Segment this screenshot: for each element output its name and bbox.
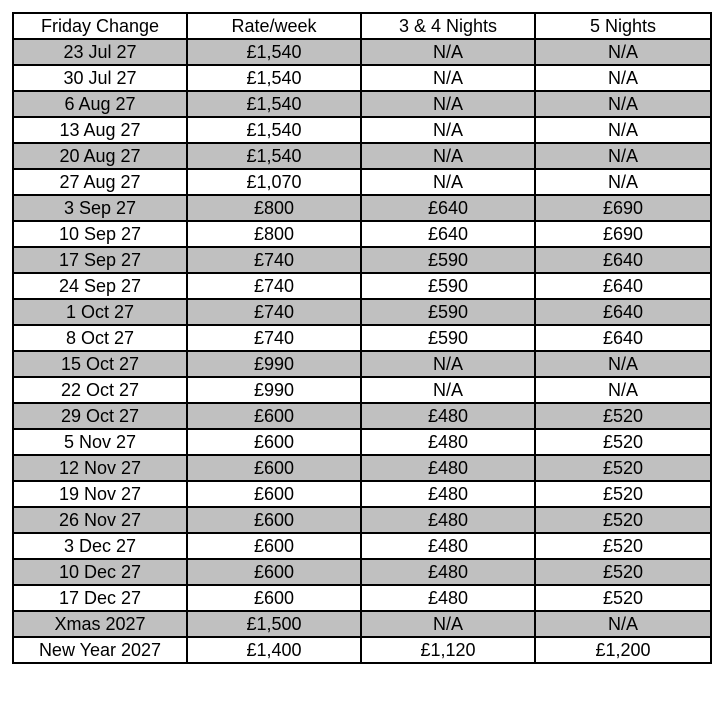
- cell-5-nights: £520: [535, 481, 711, 507]
- cell-3-4-nights: £480: [361, 429, 535, 455]
- cell-rate-week: £600: [187, 481, 361, 507]
- table-row: [13, 195, 711, 221]
- header-friday-change: Friday Change: [13, 13, 187, 39]
- cell-friday-change: 12 Nov 27: [13, 455, 187, 481]
- cell-5-nights: N/A: [535, 39, 711, 65]
- cell-friday-change: 20 Aug 27: [13, 143, 187, 169]
- cell-3-4-nights: N/A: [361, 65, 535, 91]
- cell-5-nights: N/A: [535, 91, 711, 117]
- table-row: [13, 559, 711, 585]
- cell-rate-week: £800: [187, 221, 361, 247]
- cell-3-4-nights: N/A: [361, 39, 535, 65]
- table-header: [13, 13, 711, 39]
- cell-5-nights: £690: [535, 221, 711, 247]
- cell-3-4-nights: N/A: [361, 351, 535, 377]
- cell-5-nights: £520: [535, 403, 711, 429]
- cell-5-nights: £520: [535, 429, 711, 455]
- cell-friday-change: 10 Sep 27: [13, 221, 187, 247]
- cell-rate-week: £800: [187, 195, 361, 221]
- cell-rate-week: £600: [187, 429, 361, 455]
- table-row: [13, 221, 711, 247]
- table-row: [13, 351, 711, 377]
- cell-friday-change: Xmas 2027: [13, 611, 187, 637]
- cell-5-nights: £640: [535, 273, 711, 299]
- cell-friday-change: 15 Oct 27: [13, 351, 187, 377]
- cell-friday-change: 17 Dec 27: [13, 585, 187, 611]
- cell-friday-change: 26 Nov 27: [13, 507, 187, 533]
- header-3-4-nights: 3 & 4 Nights: [361, 13, 535, 39]
- table-row: [13, 611, 711, 637]
- cell-rate-week: £1,540: [187, 143, 361, 169]
- table-row: [13, 39, 711, 65]
- table-row: [13, 65, 711, 91]
- cell-friday-change: 22 Oct 27: [13, 377, 187, 403]
- table-row: [13, 117, 711, 143]
- cell-rate-week: £990: [187, 377, 361, 403]
- cell-rate-week: £600: [187, 403, 361, 429]
- cell-rate-week: £1,070: [187, 169, 361, 195]
- cell-friday-change: 27 Aug 27: [13, 169, 187, 195]
- cell-friday-change: 3 Sep 27: [13, 195, 187, 221]
- cell-friday-change: 5 Nov 27: [13, 429, 187, 455]
- cell-rate-week: £600: [187, 559, 361, 585]
- cell-rate-week: £740: [187, 299, 361, 325]
- table-row: [13, 325, 711, 351]
- cell-5-nights: £640: [535, 325, 711, 351]
- cell-friday-change: 30 Jul 27: [13, 65, 187, 91]
- header-rate-week: Rate/week: [187, 13, 361, 39]
- cell-3-4-nights: N/A: [361, 91, 535, 117]
- cell-rate-week: £1,400: [187, 637, 361, 663]
- cell-friday-change: 6 Aug 27: [13, 91, 187, 117]
- cell-rate-week: £600: [187, 507, 361, 533]
- cell-rate-week: £600: [187, 585, 361, 611]
- cell-rate-week: £1,540: [187, 65, 361, 91]
- cell-5-nights: N/A: [535, 169, 711, 195]
- cell-5-nights: N/A: [535, 117, 711, 143]
- cell-5-nights: £520: [535, 507, 711, 533]
- cell-rate-week: £1,540: [187, 117, 361, 143]
- cell-5-nights: N/A: [535, 65, 711, 91]
- cell-3-4-nights: £480: [361, 507, 535, 533]
- table-row: [13, 143, 711, 169]
- table-row: [13, 481, 711, 507]
- cell-friday-change: 19 Nov 27: [13, 481, 187, 507]
- cell-3-4-nights: N/A: [361, 611, 535, 637]
- cell-5-nights: £520: [535, 585, 711, 611]
- table-row: [13, 247, 711, 273]
- table-row: [13, 273, 711, 299]
- cell-5-nights: N/A: [535, 611, 711, 637]
- cell-rate-week: £740: [187, 247, 361, 273]
- cell-3-4-nights: £590: [361, 247, 535, 273]
- cell-3-4-nights: £640: [361, 221, 535, 247]
- table-row: [13, 377, 711, 403]
- cell-3-4-nights: £480: [361, 455, 535, 481]
- cell-5-nights: £690: [535, 195, 711, 221]
- cell-3-4-nights: £480: [361, 559, 535, 585]
- cell-rate-week: £740: [187, 273, 361, 299]
- table-row: [13, 637, 711, 663]
- cell-rate-week: £1,540: [187, 39, 361, 65]
- cell-5-nights: N/A: [535, 377, 711, 403]
- table-row: [13, 403, 711, 429]
- cell-friday-change: 24 Sep 27: [13, 273, 187, 299]
- table-row: [13, 455, 711, 481]
- cell-3-4-nights: £480: [361, 481, 535, 507]
- cell-friday-change: 3 Dec 27: [13, 533, 187, 559]
- rates-table: [12, 12, 712, 664]
- cell-rate-week: £990: [187, 351, 361, 377]
- cell-friday-change: New Year 2027: [13, 637, 187, 663]
- table-row: [13, 91, 711, 117]
- cell-5-nights: N/A: [535, 351, 711, 377]
- cell-friday-change: 8 Oct 27: [13, 325, 187, 351]
- cell-3-4-nights: N/A: [361, 377, 535, 403]
- cell-3-4-nights: £640: [361, 195, 535, 221]
- table-row: [13, 169, 711, 195]
- cell-friday-change: 17 Sep 27: [13, 247, 187, 273]
- cell-3-4-nights: £1,120: [361, 637, 535, 663]
- table-row: [13, 299, 711, 325]
- cell-friday-change: 10 Dec 27: [13, 559, 187, 585]
- cell-5-nights: £520: [535, 533, 711, 559]
- table-body: [13, 39, 711, 663]
- cell-5-nights: N/A: [535, 143, 711, 169]
- cell-3-4-nights: N/A: [361, 143, 535, 169]
- cell-3-4-nights: £590: [361, 299, 535, 325]
- cell-5-nights: £520: [535, 455, 711, 481]
- cell-3-4-nights: N/A: [361, 117, 535, 143]
- cell-5-nights: £1,200: [535, 637, 711, 663]
- cell-5-nights: £520: [535, 559, 711, 585]
- cell-3-4-nights: £590: [361, 325, 535, 351]
- cell-3-4-nights: £480: [361, 585, 535, 611]
- cell-5-nights: £640: [535, 247, 711, 273]
- table-row: [13, 429, 711, 455]
- cell-friday-change: 13 Aug 27: [13, 117, 187, 143]
- cell-3-4-nights: N/A: [361, 169, 535, 195]
- header-row: [13, 13, 711, 39]
- cell-rate-week: £600: [187, 533, 361, 559]
- cell-3-4-nights: £480: [361, 533, 535, 559]
- cell-friday-change: 29 Oct 27: [13, 403, 187, 429]
- cell-rate-week: £1,540: [187, 91, 361, 117]
- cell-3-4-nights: £590: [361, 273, 535, 299]
- cell-rate-week: £1,500: [187, 611, 361, 637]
- header-5-nights: 5 Nights: [535, 13, 711, 39]
- table-row: [13, 585, 711, 611]
- cell-3-4-nights: £480: [361, 403, 535, 429]
- cell-rate-week: £740: [187, 325, 361, 351]
- cell-rate-week: £600: [187, 455, 361, 481]
- cell-5-nights: £640: [535, 299, 711, 325]
- table-row: [13, 533, 711, 559]
- cell-friday-change: 23 Jul 27: [13, 39, 187, 65]
- cell-friday-change: 1 Oct 27: [13, 299, 187, 325]
- table-row: [13, 507, 711, 533]
